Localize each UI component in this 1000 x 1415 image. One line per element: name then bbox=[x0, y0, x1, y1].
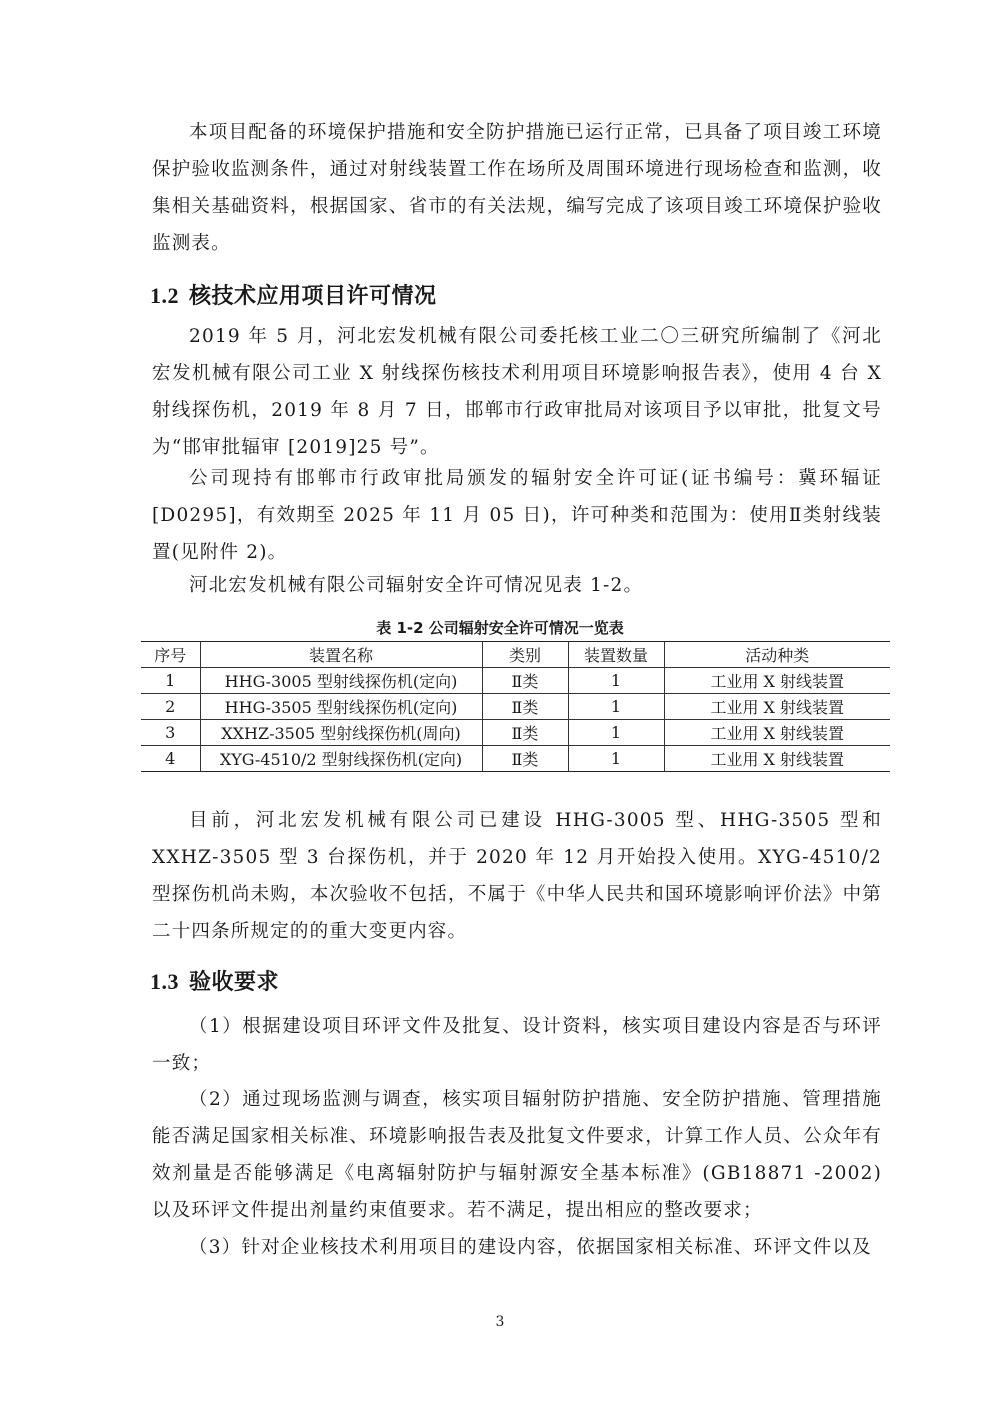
cell-category: Ⅱ类 bbox=[482, 668, 568, 694]
table-caption: 表 1-2 公司辐射安全许可情况一览表 bbox=[376, 619, 624, 637]
page-number: 3 bbox=[495, 1314, 505, 1330]
cell-category: Ⅱ类 bbox=[482, 694, 568, 720]
table-row bbox=[141, 746, 890, 772]
license-certificate-paragraph: 公司现持有邯郸市行政审批局颁发的辐射安全许可证(证书编号：冀环辐证[D0295]，有效期至 2025 年 11 月 05 日)，许可种类和范围为：使用Ⅱ类射线装置(见附件 2)。 bbox=[152, 468, 882, 563]
requirement-item-1: （1）根据建设项目环评文件及批复、设计资料，核实项目建设内容是否与环评一致； bbox=[152, 1016, 882, 1074]
header-index: 序号 bbox=[141, 642, 200, 668]
cell-quantity: 1 bbox=[568, 694, 664, 720]
cell-activity-type: 工业用 X 射线装置 bbox=[664, 694, 890, 720]
section-heading-1-2 bbox=[150, 279, 437, 310]
cell-index: 3 bbox=[141, 720, 200, 746]
cell-quantity: 1 bbox=[568, 720, 664, 746]
cell-index: 4 bbox=[141, 746, 200, 772]
section-heading-1-3 bbox=[150, 965, 279, 996]
license-table bbox=[141, 641, 890, 772]
cell-activity-type: 工业用 X 射线装置 bbox=[664, 720, 890, 746]
cell-activity-type: 工业用 X 射线装置 bbox=[664, 668, 890, 694]
cell-index: 1 bbox=[141, 668, 200, 694]
cell-device-name: XYG-4510/2 型射线探伤机(定向) bbox=[200, 746, 482, 772]
section-title: 验收要求 bbox=[189, 970, 280, 995]
header-activity-type: 活动种类 bbox=[664, 642, 890, 668]
cell-quantity: 1 bbox=[568, 668, 664, 694]
header-quantity: 装置数量 bbox=[568, 642, 664, 668]
cell-device-name: XXHZ-3505 型射线探伤机(周向) bbox=[200, 720, 482, 746]
section-number: 1.3 bbox=[150, 969, 179, 994]
intro-paragraph: 本项目配备的环境保护措施和安全防护措施已运行正常，已具备了项目竣工环境保护验收监测条件，通过对射线装置工作在场所及周围环境进行现场检查和监测，收集相关基础资料，根据国家、省市的有关法规，编写完成了该项目竣工环境保护验收监测表。 bbox=[152, 122, 882, 254]
cell-category: Ⅱ类 bbox=[482, 720, 568, 746]
cell-activity-type: 工业用 X 射线装置 bbox=[664, 746, 890, 772]
table-row bbox=[141, 720, 890, 746]
table-reference-paragraph: 河北宏发机械有限公司辐射安全许可情况见表 1-2。 bbox=[189, 575, 644, 596]
requirement-item-3: （3）针对企业核技术利用项目的建设内容，依据国家相关标准、环评文件以及 bbox=[189, 1237, 872, 1258]
cell-quantity: 1 bbox=[568, 746, 664, 772]
cell-device-name: HHG-3005 型射线探伤机(定向) bbox=[200, 668, 482, 694]
requirement-item-2: （2）通过现场监测与调查，核实项目辐射防护措施、安全防护措施、管理措施能否满足国家相关标准、环境影响报告表及批复文件要求，计算工作人员、公众年有效剂量是否能够满足《电离辐射防护与辐射源安全基本标准》(GB18871 -2002)以及环评文件提出剂量约束值要求。若不满足，提出相应的整改要求； bbox=[152, 1089, 882, 1221]
table-row bbox=[141, 694, 890, 720]
table-header-row bbox=[141, 642, 890, 668]
section-number: 1.2 bbox=[150, 283, 179, 308]
license-history-paragraph: 2019 年 5 月，河北宏发机械有限公司委托核工业二〇三研究所编制了《河北宏发机械有限公司工业 X 射线探伤核技术利用项目环境影响报告表》，使用 4 台 X 射线探伤机，2019 年 8 月 7 日，邯郸市行政审批局对该项目予以审批，批复文号为“邯审批辐审 [2019]25 号”。 bbox=[152, 326, 882, 458]
cell-device-name: HHG-3505 型射线探伤机(定向) bbox=[200, 694, 482, 720]
section-title: 核技术应用项目许可情况 bbox=[189, 284, 437, 309]
header-category: 类别 bbox=[482, 642, 568, 668]
table-row bbox=[141, 668, 890, 694]
cell-category: Ⅱ类 bbox=[482, 746, 568, 772]
cell-index: 2 bbox=[141, 694, 200, 720]
header-device-name: 装置名称 bbox=[200, 642, 482, 668]
current-status-paragraph: 目前，河北宏发机械有限公司已建设 HHG-3005 型、HHG-3505 型和 XXHZ-3505 型 3 台探伤机，并于 2020 年 12 月开始投入使用。XYG-4510/2 型探伤机尚未购，本次验收不包括，不属于《中华人民共和国环境影响评价法》中第二十四条所规定的的重大变更内容。 bbox=[152, 810, 882, 942]
